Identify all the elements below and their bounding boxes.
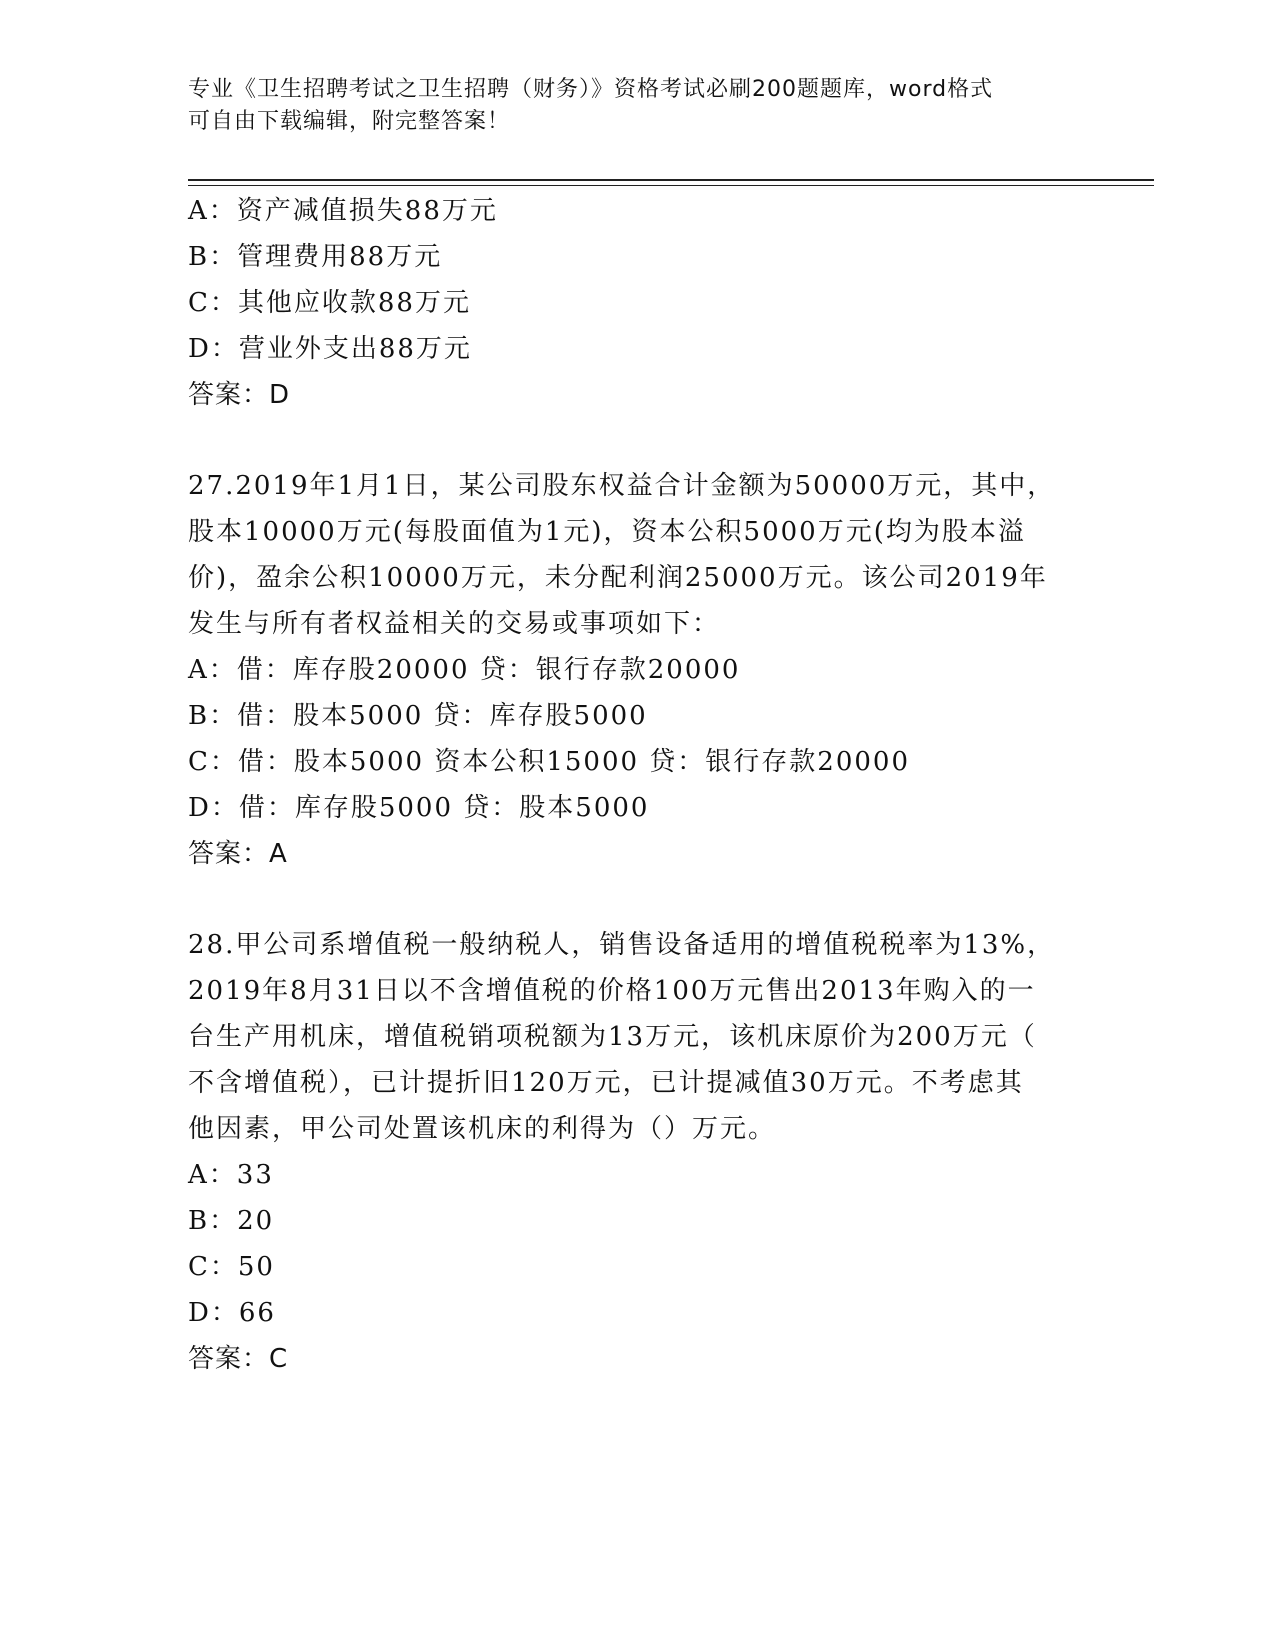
question-stem-line: 28.甲公司系增值税一般纳税人，销售设备适用的增值税税率为13%， bbox=[188, 930, 1056, 960]
question-stem-line: 他因素，甲公司处置该机床的利得为（）万元。 bbox=[188, 1114, 777, 1144]
header-divider-thick bbox=[188, 179, 1154, 181]
option-d: D：66 bbox=[188, 1298, 276, 1328]
question-gap bbox=[188, 877, 1088, 922]
option-a: A：33 bbox=[188, 1160, 274, 1190]
header-divider-thin bbox=[188, 185, 1154, 186]
option-c: C：其他应收款88万元 bbox=[188, 288, 471, 318]
answer: 答案：A bbox=[188, 839, 288, 869]
question-26 bbox=[188, 188, 1088, 418]
question-stem-line: 台生产用机床，增值税销项税额为13万元，该机床原价为200万元（ bbox=[188, 1022, 1037, 1052]
option-c: C：50 bbox=[188, 1252, 275, 1282]
question-stem-line: 股本10000万元(每股面值为1元)，资本公积5000万元(均为股本溢 bbox=[188, 517, 1026, 547]
question-stem-line: 不含增值税），已计提折旧120万元，已计提减值30万元。不考虑其 bbox=[188, 1068, 1024, 1098]
answer: 答案：C bbox=[188, 1344, 289, 1374]
question-stem-line: 价)，盈余公积10000万元，未分配利润25000万元。该公司2019年 bbox=[188, 563, 1048, 593]
question-stem-line: 发生与所有者权益相关的交易或事项如下： bbox=[188, 609, 721, 639]
question-stem-line: 27.2019年1月1日，某公司股东权益合计金额为50000万元，其中， bbox=[188, 471, 1056, 501]
question-27 bbox=[188, 463, 1088, 877]
question-gap bbox=[188, 418, 1088, 463]
option-b: B：管理费用88万元 bbox=[188, 242, 443, 272]
option-c: C：借：股本5000 资本公积15000 贷：银行存款20000 bbox=[188, 747, 911, 777]
header-line-1: 专业《卫生招聘考试之卫生招聘（财务）》资格考试必刷200题题库，word格式 bbox=[188, 77, 994, 102]
option-d: D：借：库存股5000 贷：股本5000 bbox=[188, 793, 650, 823]
answer: 答案：D bbox=[188, 380, 291, 410]
option-a: A：借：库存股20000 贷：银行存款20000 bbox=[188, 655, 741, 685]
option-a: A：资产减值损失88万元 bbox=[188, 196, 498, 226]
option-b: B：借：股本5000 贷：库存股5000 bbox=[188, 701, 648, 731]
option-b: B：20 bbox=[188, 1206, 275, 1236]
header-line-2: 可自由下载编辑，附完整答案！ bbox=[188, 109, 511, 134]
question-stem-line: 2019年8月31日以不含增值税的价格100万元售出2013年购入的一 bbox=[188, 976, 1036, 1006]
option-d: D：营业外支出88万元 bbox=[188, 334, 472, 364]
question-28 bbox=[188, 922, 1088, 1382]
document-header bbox=[188, 74, 1068, 138]
document-body bbox=[188, 188, 1088, 1382]
